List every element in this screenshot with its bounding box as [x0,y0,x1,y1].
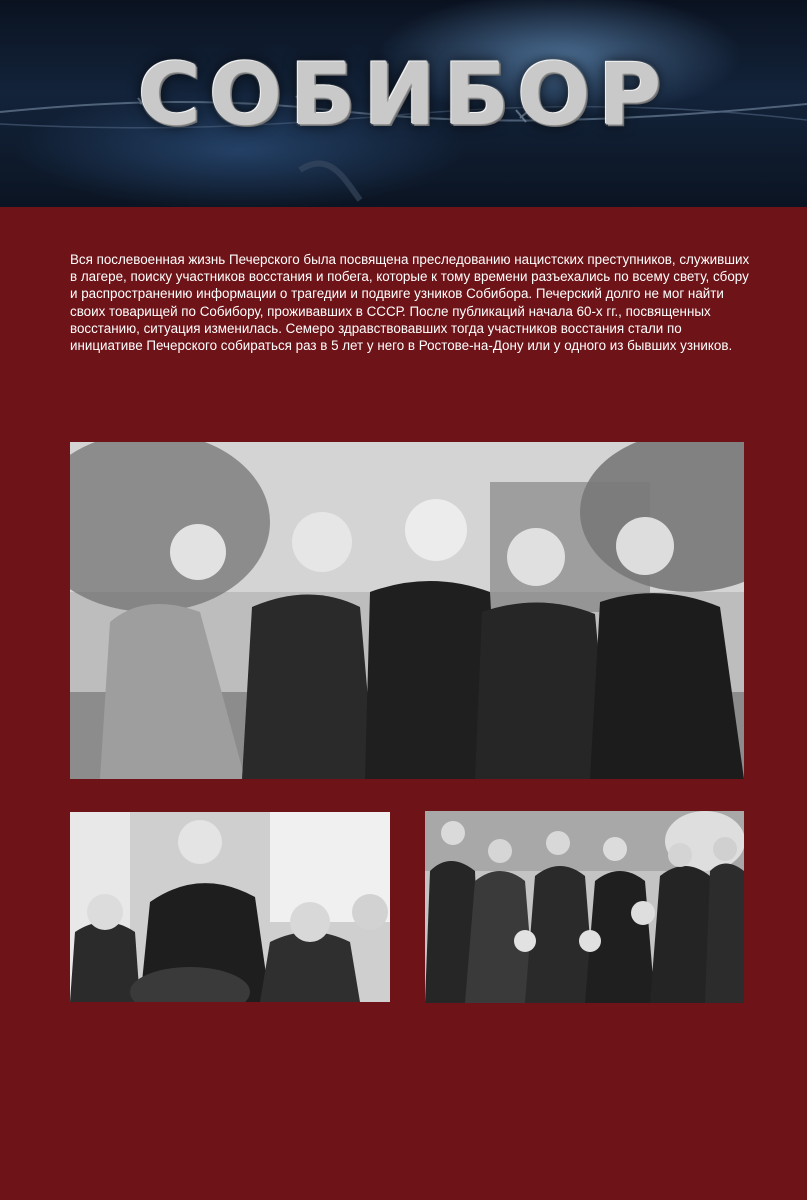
page-title: СОБИБОР [137,45,670,145]
header-banner [0,0,807,207]
group-photo-five-men [70,442,744,779]
photo-speech-at-table [70,812,390,1002]
photo-group-with-children [425,811,744,1003]
article-text: Вся послевоенная жизнь Печерского была посвящена преследованию нацистских преступников, служивших в лагере, поиску участников восстания и побега, которые к тому времени разъехались по всему свету, сбору и распространению информации о трагедии и подвиге узников Собибора. Печерский долго не мог найти своих товарищей по Собибору, проживавших в СССР. После публикаций начала 60-х гг., посвященных восстанию, ситуация изменилась. Семеро здравствовавших тогда участников восстания стали по инициативе Печерского собираться раз в 5 лет у него в Ростове-на-Дону или у одного из бывших узников. [70,252,750,354]
